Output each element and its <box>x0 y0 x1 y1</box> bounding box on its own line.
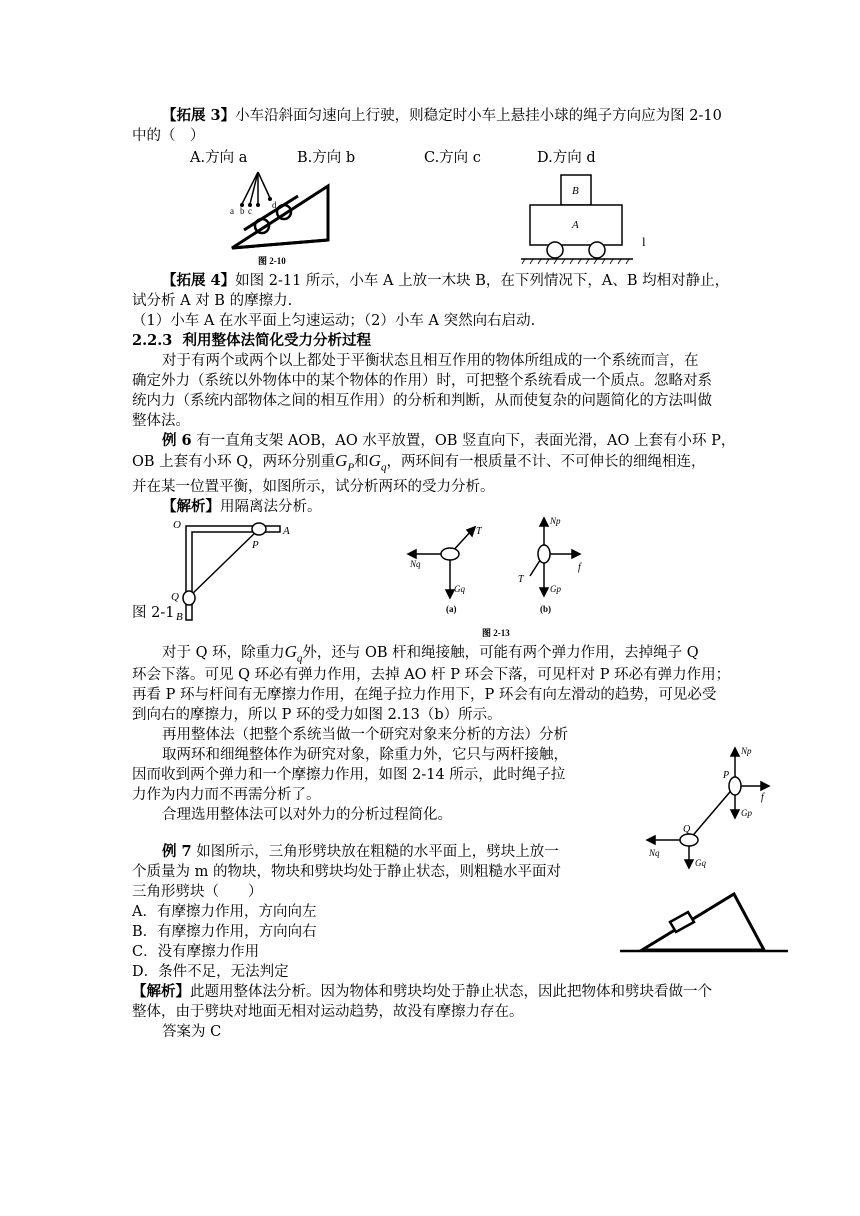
section-heading: 2.2.3 利用整体法简化受力分析过程 <box>132 332 371 349</box>
fig-letter-c: c <box>248 206 252 216</box>
ext4-line2: 试分析 A 对 B 的摩擦力. <box>132 293 293 309</box>
cart-a-label: A <box>572 219 579 231</box>
label-p: P <box>252 539 259 551</box>
fig-letter-a: a <box>230 206 234 216</box>
ex6-p4-line3: 力作为内力而不再需分析了。 <box>132 787 321 803</box>
figure-2-14-system <box>643 740 783 870</box>
ext3-option-c: C.方向 c <box>424 150 481 166</box>
ext3-question-line2: 中的（ ） <box>132 128 205 144</box>
ex7-analysis-line2: 整体，由于劈块对地面无相对运动趋势，故没有摩擦力存在。 <box>132 1004 524 1020</box>
math-gq-2: $G_q$ <box>284 642 303 665</box>
ex7-answer: 答案为 C <box>162 1024 222 1040</box>
ex6-p4-line1: 取两环和细绳整体作为研究对象，除重力外，它只与两杆接触， <box>162 747 568 763</box>
figure-frame-aob <box>168 516 298 622</box>
ext3-option-d: D.方向 d <box>537 150 596 166</box>
force-nq: Nq <box>410 559 421 569</box>
ex6-tag: 例 6 <box>162 432 192 449</box>
section-p1-line3: 统内力（系统内部物体之间的相互作用）的分析和判断，从而使复杂的问题简化的方法叫做 <box>132 393 712 409</box>
ex7-option-c: C．没有摩擦力作用 <box>132 944 260 960</box>
ex6-p2-line2: 环会下落。可见 Q 环必有弹力作用，去掉 AO 杆 P 环会下落，可见杆对 P 环必有弹力作用； <box>132 667 731 683</box>
force-np: Np <box>550 516 561 526</box>
figure-2-13-free-body <box>400 512 590 642</box>
fig13-label-b: (b) <box>540 604 551 614</box>
ex6-p3: 再用整体法（把整个系统当做一个研究对象来分析的方法）分析 <box>162 727 568 743</box>
ex6-p2-line3: 再看 P 环与杆间有无摩擦力作用，在绳子拉力作用下，P 环会有向左滑动的趋势，可见必受 <box>132 687 717 703</box>
fig13-label-a: (a) <box>446 604 457 614</box>
ex7-tag: 例 7 <box>162 843 192 860</box>
force-nq-2: Nq <box>649 848 660 858</box>
fig-letter-d: d <box>272 200 277 210</box>
figure-2-10-incline <box>218 160 338 270</box>
label-o: O <box>173 519 181 531</box>
section-p1-line2: 确定外力（系统以外物体中的某个物体的作用）时，可把整个系统看成一个质点。忽略对系 <box>132 373 712 389</box>
force-gq-2: Gq <box>695 858 706 868</box>
ex6-analysis: 【解析】用隔离法分析。 <box>162 498 322 515</box>
ex6-p4-line2: 因而收到两个弹力和一个摩擦力作用，如图 2-14 所示，此时绳子拉 <box>132 767 566 783</box>
section-p1-line1: 对于有两个或两个以上都处于平衡状态且相互作用的物体所组成的一个系统而言，在 <box>162 353 699 369</box>
math-gq: $G_q$ <box>368 451 387 474</box>
ext3-tag: 【拓展 3】 <box>162 107 236 124</box>
ex6-p2-line4: 到向右的摩擦力，所以 P 环的受力如图 2.13（b）所示。 <box>132 707 502 723</box>
ext4-tag: 【拓展 4】 <box>162 272 236 289</box>
ex6-p2-line1: 对于 Q 环，除重力$G_q$外，还与 OB 杆和绳接触，可能有两个弹力作用，去掉绳子 Q <box>162 642 699 665</box>
figure-2-11-cart <box>513 170 663 268</box>
label-q: Q <box>171 591 179 603</box>
ex6-jx-tag: 【解析】 <box>162 498 220 515</box>
force-np-2: Np <box>741 746 752 756</box>
ex7-line2: 个质量为 m 的物块，物块和劈块均处于静止状态，则粗糙水平面对 <box>132 864 561 880</box>
ex7-analysis-line1: 【解析】此题用整体法分析。因为物体和劈块均处于静止状态，因此把物体和劈块看做一个 <box>132 983 712 1000</box>
force-gq-a: Gq <box>454 584 465 594</box>
force-t-b: T <box>518 574 524 585</box>
ex7-jx-tag: 【解析】 <box>132 983 190 1000</box>
force-f-b: f <box>578 562 581 573</box>
block-b-label: B <box>572 185 579 197</box>
ext3-question-line1: 【拓展 3】小车沿斜面匀速向上行驶，则稳定时小车上悬挂小球的绳子方向应为图 2-10 <box>162 107 722 124</box>
force-f-2: f <box>761 792 764 803</box>
ex6-line2: OB 上套有小环 Q，两环分别重$G_P$和$G_q$，两环间有一根质量不计、不可伸长的细绳相连， <box>132 451 706 474</box>
force-t-a: T <box>476 526 482 537</box>
ext3-option-a: A.方向 a <box>190 150 248 166</box>
label-p-2: P <box>723 770 730 781</box>
ex6-p5: 合理选用整体法可以对外力的分析过程简化。 <box>162 807 452 823</box>
ext4-line1: 【拓展 4】如图 2-11 所示，小车 A 上放一木块 B，在下列情况下，A、B 均相对静止， <box>162 272 730 289</box>
ex7-line3: 三角形劈块（ ） <box>132 884 263 900</box>
label-a: A <box>283 525 290 537</box>
ext4-line3: （1）小车 A 在水平面上匀速运动；（2）小车 A 突然向右启动. <box>132 313 536 329</box>
stray-mark: l <box>642 234 646 249</box>
figure-label-2-1: 图 2-1 <box>132 605 175 621</box>
ex6-line1: 例 6 有一直角支架 AOB，AO 水平放置，OB 竖直向下，表面光滑，AO 上套有小环 P， <box>162 432 736 449</box>
label-q-2: Q <box>683 824 691 835</box>
figure-wedge <box>620 880 790 960</box>
fig-letter-b: b <box>240 206 245 216</box>
math-gp: $G_P$ <box>335 451 355 474</box>
ex7-option-d: D．条件不足，无法判定 <box>132 964 289 980</box>
fig-2-10-caption: 图 2-10 <box>258 256 286 266</box>
ex7-option-a: A．有摩擦力作用，方向向左 <box>132 904 317 920</box>
section-p1-line4: 整体法。 <box>132 413 190 429</box>
ex7-line1: 例 7 如图所示，三角形劈块放在粗糙的水平面上，劈块上放一 <box>162 843 559 860</box>
ext3-option-b: B.方向 b <box>297 150 356 166</box>
label-b: B <box>176 611 183 622</box>
force-gp-b: Gp <box>550 584 561 594</box>
ex7-option-b: B．有摩擦力作用，方向向右 <box>132 924 317 940</box>
fig13-caption: 图 2-13 <box>482 628 510 638</box>
force-gp-2: Gp <box>741 808 752 818</box>
ex6-line3: 并在某一位置平衡，如图所示，试分析两环的受力分析。 <box>132 479 495 495</box>
